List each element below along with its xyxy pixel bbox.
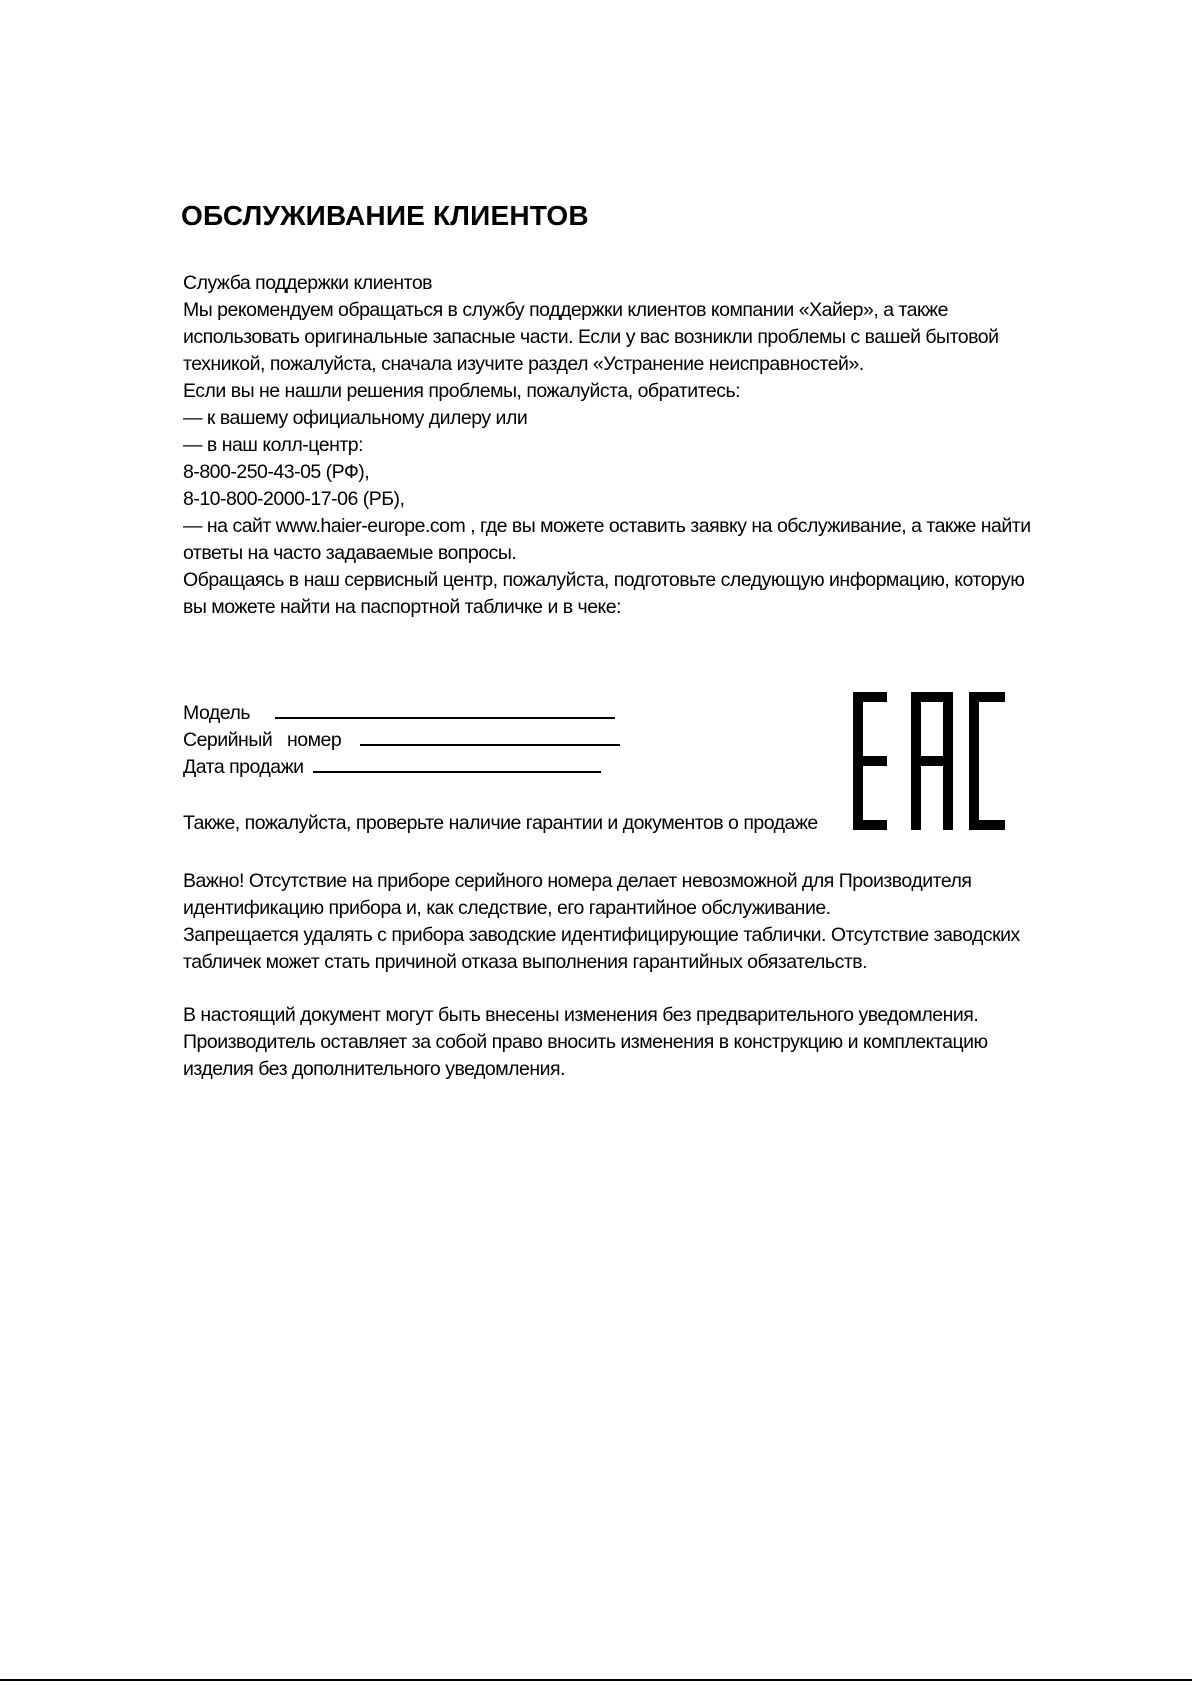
important-line: табличек может стать причиной отказа выполнения гарантийных обязательств. [183,951,868,973]
disclaimer [183,1002,1023,1083]
intro-line: — к вашему официальному дилеру или [183,407,528,429]
sale-date-label: Дата продажи [183,756,304,778]
model-fill-line[interactable] [275,697,615,719]
eac-logo-c-top [969,692,1005,702]
eac-logo-e-top [853,692,887,702]
eac-logo-c-bottom [969,820,1005,830]
important-line: Запрещается удалять с прибора заводские идентифицирующие таблички. Отсутствие заводских [183,924,1020,946]
intro-line: ответы на часто задаваемые вопросы. [183,542,517,564]
intro-line: использовать оригинальные запасные части. Если у вас возникли проблемы с вашей бытовой [183,326,999,348]
intro-line: вы можете найти на паспортной табличке и в чеке: [183,596,622,618]
model-label: Модель [183,702,250,724]
eac-logo-a-bar [911,756,953,766]
intro-line: Обращаясь в наш сервисный центр, пожалуйста, подготовьте следующую информацию, которую [183,569,1025,591]
model-field-row [183,697,615,727]
footer-divider [0,1679,1192,1681]
intro-line: Мы рекомендуем обращаться в службу поддержки клиентов компании «Хайер», а также [183,299,948,321]
eac-logo-e-middle [853,756,887,766]
important-line: Важно! Отсутствие на приборе серийного номера делает невозможной для Производителя [183,870,972,892]
phone-ru: 8-800-250-43-05 (РФ), [183,461,370,483]
intro-line: Служба поддержки клиентов [183,272,433,294]
important-line: идентификацию прибора и, как следствие, его гарантийное обслуживание. [183,897,831,919]
phone-by: 8-10-800-2000-17-06 (РБ), [183,488,405,510]
intro-line: техникой, пожалуйста, сначала изучите раздел «Устранение неисправностей». [183,353,864,375]
eac-logo [853,692,1005,830]
serial-label: Серийный номер [183,729,342,751]
intro-text [183,270,1031,621]
sale-date-field-row [183,751,601,781]
eac-logo-e-bottom [853,820,887,830]
disclaimer-line: В настоящий документ могут быть внесены изменения без предварительного уведомления. [183,1004,979,1026]
intro-line: Если вы не нашли решения проблемы, пожалуйста, обратитесь: [183,380,741,402]
intro-line: — в наш колл-центр: [183,434,364,456]
intro-line: — на сайт www.haier-europe.com , где вы можете оставить заявку на обслуживание, а также найти [183,515,1031,537]
check-note-text: Также, пожалуйста, проверьте наличие гарантии и документов о продаже [183,812,818,834]
sale-date-fill-line[interactable] [313,751,601,773]
serial-fill-line[interactable] [360,724,620,746]
eac-logo-a-top [911,692,953,702]
eac-logo-c-stem [969,692,979,830]
serial-field-row [183,724,620,754]
disclaimer-line: изделия без дополнительного уведомления. [183,1058,565,1080]
disclaimer-line: Производитель оставляет за собой право вносить изменения в конструкцию и комплектацию [183,1031,988,1053]
important-notice [183,868,1023,976]
page-title: ОБСЛУЖИВАНИЕ КЛИЕНТОВ [181,200,589,231]
